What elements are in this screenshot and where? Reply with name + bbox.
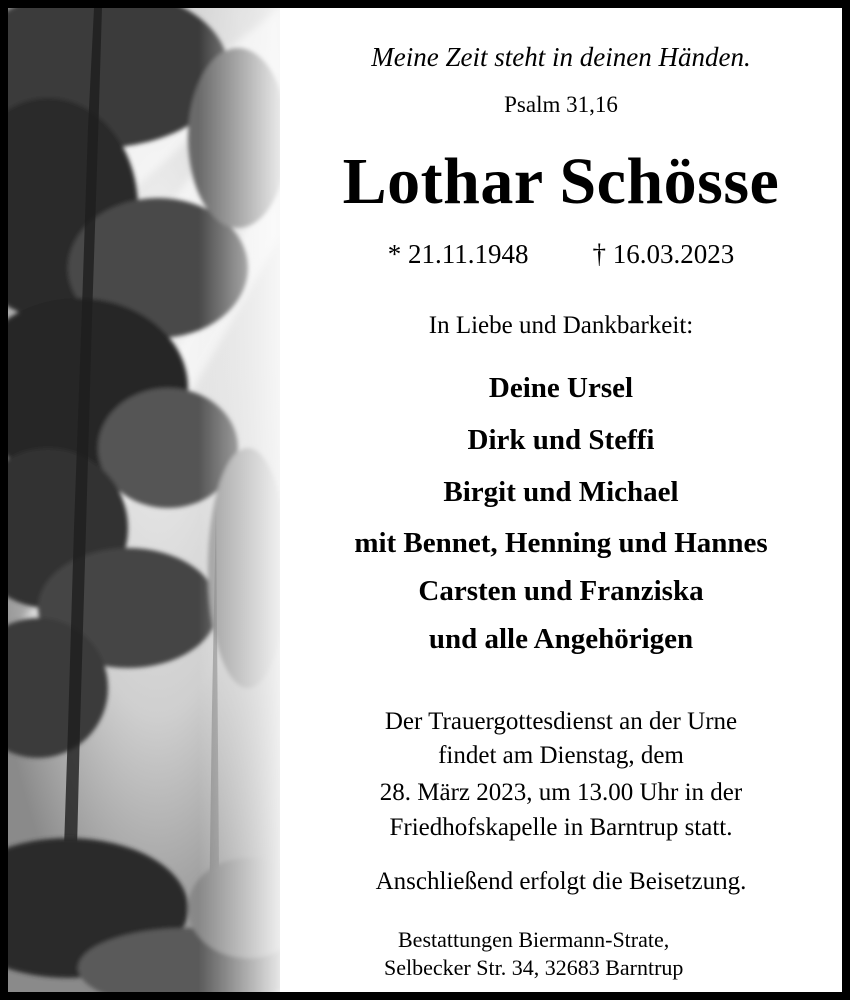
family-line: mit Bennet, Henning und Hannes [354,527,768,559]
family-line: Carsten und Franziska [418,575,704,607]
family-line: Deine Ursel [488,372,634,404]
forest-photo [8,8,280,992]
notice-text [280,8,842,992]
birth-date: * 21.11.1948 [387,239,529,269]
service-line: 28. März 2023, um 13.00 Uhr in der [379,779,743,806]
family-line: und alle Angehörigen [428,623,694,655]
undertaker-line: Bestattungen Biermann-Strate, [398,927,670,952]
service-line: Der Trauergottesdienst an der Urne [384,708,738,735]
death-date: † 16.03.2023 [592,239,735,269]
undertaker-line: Selbecker Str. 34, 32683 Barntrup [384,955,684,980]
burial-note: Anschließend erfolgt die Beisetzung. [375,868,747,895]
deceased-name: Lothar Schösse [342,145,780,218]
family-line: Dirk und Steffi [467,424,655,456]
psalm-reference: Psalm 31,16 [504,92,618,117]
life-dates [280,239,842,270]
service-line: Friedhofskapelle in Barntrup statt. [389,814,733,841]
thanks-line: In Liebe und Dankbarkeit: [428,312,694,339]
obituary-notice [8,8,842,992]
family-line: Birgit und Michael [443,476,679,508]
service-line: findet am Dienstag, dem [438,742,684,769]
motto: Meine Zeit steht in deinen Händen. [371,42,751,72]
forest-photo-graphic [8,8,280,992]
